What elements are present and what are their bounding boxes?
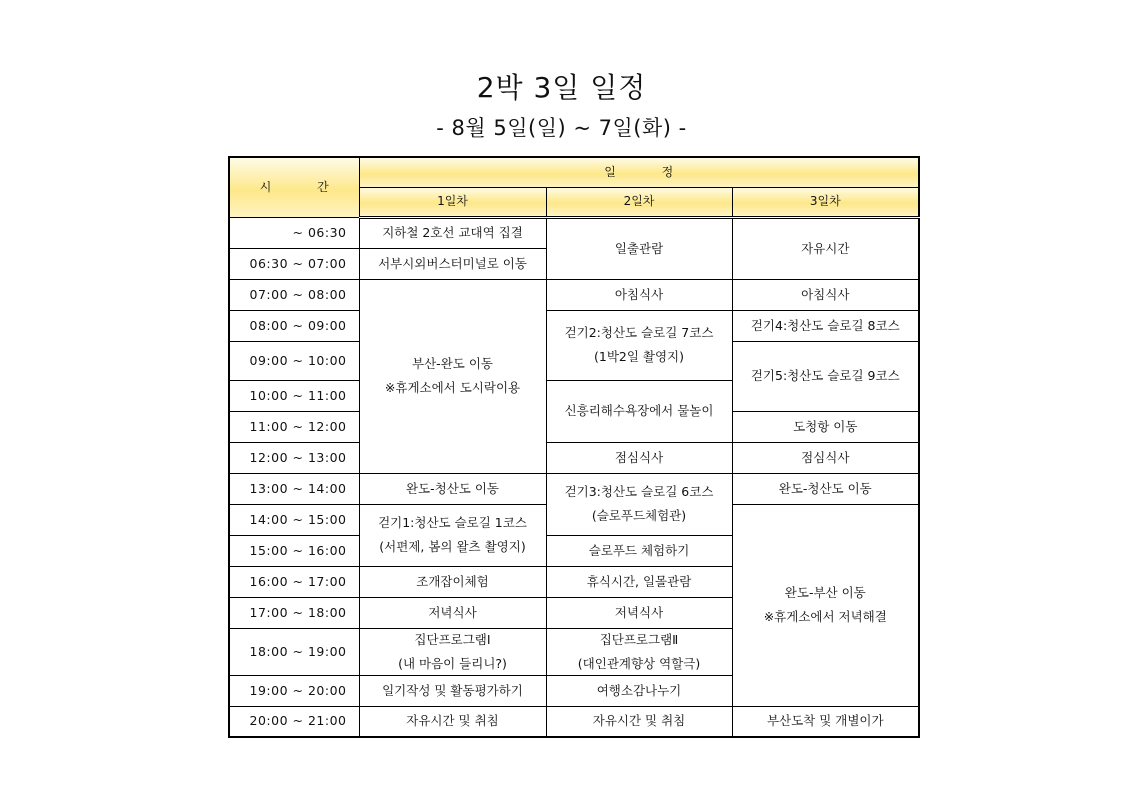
time-slot: 15:00 ~ 16:00: [229, 535, 359, 566]
time-slot: ~ 06:30: [229, 217, 359, 248]
time-slot: 09:00 ~ 10:00: [229, 341, 359, 380]
day3-cheongsando-wando: 완도-청산도 이동: [732, 473, 919, 504]
day2-free-sleep: 자유시간 및 취침: [546, 706, 732, 737]
day2-program2: [546, 628, 732, 675]
day2-rest-sunset: 휴식시간, 일몰관람: [546, 566, 732, 597]
day1-free-sleep: 자유시간 및 취침: [359, 706, 546, 737]
time-slot: 12:00 ~ 13:00: [229, 442, 359, 473]
day1-walk1-label: 걷기1:청산도 슬로길 1코스: [378, 515, 527, 531]
day1-program1-note: (내 마음이 들리니?): [398, 655, 507, 671]
day1-meet: 지하철 2호선 교대역 집결: [359, 217, 546, 248]
day3-header: 3일차: [732, 187, 919, 217]
schedule-table: [228, 156, 920, 738]
day2-walk3-note: (슬로푸드체험관): [591, 508, 687, 523]
day2-walk2: [546, 310, 732, 380]
day3-wando-busan-label: 완도-부산 이동: [784, 585, 866, 601]
day2-walk3-label: 걷기3:청산도 슬로길 6코스: [564, 484, 714, 500]
day2-walk3: [546, 473, 732, 535]
time-slot: 20:00 ~ 21:00: [229, 706, 359, 737]
time-slot: 17:00 ~ 18:00: [229, 597, 359, 628]
day3-walk4: 걷기4:청산도 슬로길 8코스: [732, 310, 919, 341]
time-slot: 11:00 ~ 12:00: [229, 411, 359, 442]
day2-slowfood: 슬로푸드 체험하기: [546, 535, 732, 566]
day1-busan-wando-label: 부산-완도 이동: [412, 356, 493, 372]
time-slot: 13:00 ~ 14:00: [229, 473, 359, 504]
day3-port: 도청항 이동: [732, 411, 919, 442]
day3-walk5: 걷기5:청산도 슬로길 9코스: [732, 341, 919, 411]
day2-program2-note: (대인관계향상 역할극): [577, 655, 701, 671]
day3-arrive: 부산도착 및 개별이가: [732, 706, 919, 737]
time-slot: 06:30 ~ 07:00: [229, 248, 359, 279]
time-slot: 19:00 ~ 20:00: [229, 675, 359, 706]
day3-wando-busan: [732, 504, 919, 706]
day1-wando-cheongsando: 완도-청산도 이동: [359, 473, 546, 504]
day3-free: 자유시간: [732, 217, 919, 279]
day1-program1-label: 집단프로그램Ⅰ: [414, 631, 491, 647]
time-slot: 10:00 ~ 11:00: [229, 380, 359, 411]
day3-lunch: 점심식사: [732, 442, 919, 473]
day2-header: 2일차: [546, 187, 732, 217]
day1-dinner: 저녁식사: [359, 597, 546, 628]
day1-header: 1일차: [359, 187, 546, 217]
day1-program1: [359, 628, 546, 675]
time-slot: 07:00 ~ 08:00: [229, 279, 359, 310]
time-slot: 08:00 ~ 09:00: [229, 310, 359, 341]
day3-dinner-note: ※휴게소에서 저녁해결: [763, 609, 887, 624]
day2-walk2-label: 걷기2:청산도 슬로길 7코스: [564, 325, 714, 341]
day2-sunrise: 일출관람: [546, 217, 732, 279]
day2-walk2-note: (1박2일 촬영지): [593, 349, 684, 364]
day2-beach: 신흥리해수욕장에서 물놀이: [546, 380, 732, 442]
day1-lunchbox-note: ※휴게소에서 도시락이용: [384, 380, 521, 395]
time-header: 시 간: [229, 157, 359, 217]
day3-breakfast: 아침식사: [732, 279, 919, 310]
time-slot: 16:00 ~ 17:00: [229, 566, 359, 597]
day1-shell-experience: 조개잡이체험: [359, 566, 546, 597]
day2-program2-label: 집단프로그램Ⅱ: [599, 631, 679, 647]
day2-sharing: 여행소감나누기: [546, 675, 732, 706]
time-slot: 18:00 ~ 19:00: [229, 628, 359, 675]
day1-diary: 일기작성 및 활동평가하기: [359, 675, 546, 706]
day2-dinner: 저녁식사: [546, 597, 732, 628]
day1-busan-wando: [359, 279, 546, 473]
page-title: 2박 3일 일정: [476, 71, 647, 104]
day1-move-terminal: 서부시외버스터미널로 이동: [359, 248, 546, 279]
day2-breakfast: 아침식사: [546, 279, 732, 310]
day2-lunch: 점심식사: [546, 442, 732, 473]
schedule-header: 일 정: [359, 157, 919, 187]
day1-walk1-note: (서편제, 봄의 왈츠 촬영지): [379, 539, 526, 554]
date-range-subtitle: - 8월 5일(일) ~ 7일(화) -: [436, 116, 687, 140]
time-slot: 14:00 ~ 15:00: [229, 504, 359, 535]
day1-walk1: [359, 504, 546, 566]
